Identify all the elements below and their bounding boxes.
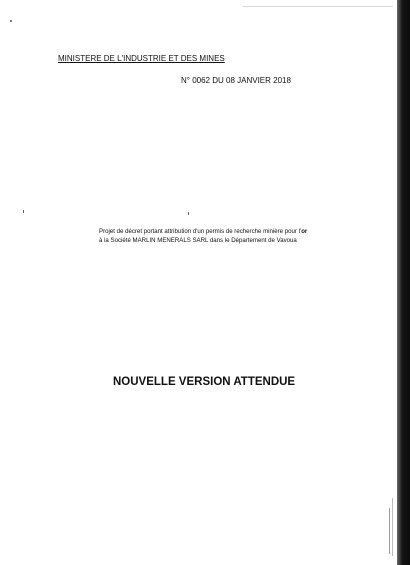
decree-reference: N° 0062 DU 08 JANVIER 2018: [181, 76, 291, 85]
scan-speck: [10, 20, 12, 22]
project-line-1: [99, 228, 307, 237]
scan-edge-line: [389, 508, 390, 554]
version-status-heading: NOUVELLE VERSION ATTENDUE: [113, 376, 296, 388]
project-description: [99, 228, 307, 245]
project-line-1-text: Projet de décret portant attribution d'un permis de recherche minière pour l': [99, 228, 302, 235]
scan-speck: [188, 212, 189, 215]
project-line-1-bold: or: [301, 228, 308, 235]
scan-edge-line: [392, 498, 393, 556]
scan-edge-line: [243, 6, 393, 7]
project-line-2: à la Société MARLIN MENERALS SARL dans le Département de Vavoua: [99, 236, 297, 244]
scan-speck: [23, 210, 24, 213]
scanner-shadow: [397, 0, 410, 565]
ministry-heading: MINISTERE DE L'INDUSTRIE ET DES MINES: [58, 54, 225, 63]
